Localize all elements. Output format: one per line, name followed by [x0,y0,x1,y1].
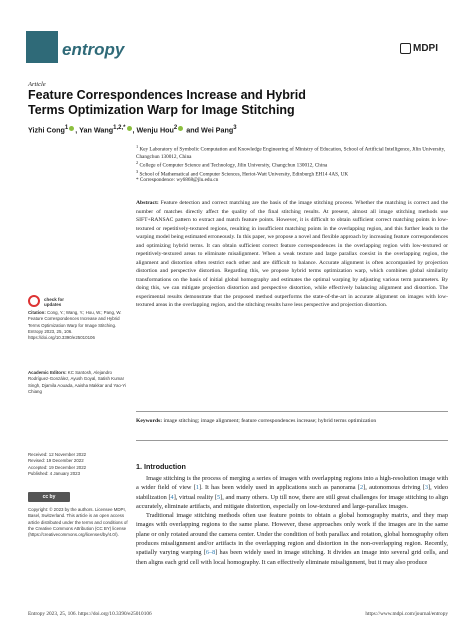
keywords [136,417,448,426]
author-name[interactable]: Yan Wang [79,125,114,135]
journal-name: entropy [62,40,125,59]
abstract-label: Abstract: [136,200,159,206]
citation-link[interactable]: 2 [360,484,364,492]
mdpi-logo-icon [400,43,411,54]
correspondence: * Correspondence: wy6868@jlu.edu.cn [136,177,219,183]
orcid-icon[interactable] [178,126,183,131]
citation-link[interactable]: 3 [424,484,429,492]
author-name[interactable]: and Wei Pang [186,125,234,135]
footer-citation: Entropy 2023, 25, 106. https://doi.org/10.3390/e25010106 [28,611,152,617]
author-sup: 3 [233,125,237,131]
dates-block: Received: 12 November 2022 Revised: 19 December 2022 Accepted: 19 December 2022 Published: 4 January 2023 [28,452,87,476]
article-type: Article [28,81,46,88]
citation-link[interactable]: 5 [217,493,221,501]
author-sup: 1,2,* [113,125,126,131]
publisher-name: MDPI [413,43,438,54]
abstract [136,199,448,310]
author-list: Yizhi Cong$^1$ , Yan Wang$^{1,2,*}$ , Wenju Hou$^2$ and Wei Pang$^3$ [28,125,237,135]
citation-link[interactable]: 4 [170,493,174,501]
orcid-icon[interactable] [69,126,74,131]
author-name[interactable]: Yizhi Cong [28,125,65,135]
divider [136,411,448,412]
author-sup: 2 [173,125,178,131]
author-name[interactable]: Wenju Hou [136,125,174,135]
correspondence-email[interactable]: Correspondence: wy6868@jlu.edu.cn [139,177,219,183]
abstract-text: Feature detection and correct matching are the basis of the image stitching process. Whether the matching is correct and the number of matches directly affect the quality of the final stitching results. At present, almost all image stitching methods use SIFT+RANSAC pattern to extract and match feature points. However, it is difficult to obtain sufficient correct matching points in low-textured or repetitively-textured regions, resulting in insufficient matching points in the overlapping region, and this further leads to the warping model being estimated erroneously. In this paper, we propose a novel and flexible approach by increasing feature correspondences and optimizing hybrid terms. It can obtain sufficient correct feature correspondences in the overlapping region with low-textured or repetitively-textured areas to eliminate misalignment. When a weak texture and large parallax coexist in the overlapping region, the alignment and distortion often restrict each other and are difficult to balance. Accurate alignment is often accompanied by projection distortion and perspective distortion. Regarding this, we propose hybrid terms optimization warp, which combines global similarity transformations on the basis of initial global homography and estimates the optimal warping by adjusting various term parameters. By doing this, we can mitigate projection distortion and perspective distortion, while effectively balancing alignment and distortion. The experimental results demonstrate that the proposed method outperforms the state-of-the-art in accurate alignment on images with low-textured areas in the overlapping region, and the stitching results have less perspective and projection distortion. [136,200,448,308]
check-for-updates[interactable]: check for updates [44,297,65,307]
keywords-label: Keywords: [136,418,163,424]
paper-title: Feature Correspondences Increase and Hybrid Terms Optimization Warp for Image Stitching [28,88,306,117]
academic-editors: Academic Editors: KC Santosh, Alejandro Rodríguez-González, Ayush Goyal, Satish Kumar Singh, Djamila Aouada, Aaisha Makkar and Yao-Yi Chiang [28,370,127,394]
cc-by-license-icon[interactable]: cc by [28,492,70,502]
affiliation: $^3$ School of Mathematical and Computer Sciences, Heriot-Watt University, Edinburgh EH14 4AS, UK [136,169,349,178]
orcid-icon[interactable] [127,126,132,131]
citation-link[interactable]: 1 [195,484,199,492]
journal-logo [26,31,58,63]
citation-block: Citation: Cong, Y.; Wang, Y.; Hou, W.; Pang, W. Feature Correspondences Increase and Hybrid Terms Optimization Warp for Image Stitching. Entropy 2023, 25, 106. https://doi.org/10.3390/e25010106 [28,310,122,341]
affiliation: $^2$ College of Computer Science and Technology, Jilin University, Changchun 130012, China [136,160,328,169]
footer-journal-link[interactable]: https://www.mdpi.com/journal/entropy [365,611,448,617]
copyright-notice: Copyright: © 2023 by the authors. Licensee MDPI, Basel, Switzerland. This article is an open access article distributed under the terms and conditions of the Creative Commons Attribution (CC BY) license (https://creativecommons.org/licenses/by/4.0/). [28,507,128,538]
citation-link[interactable]: 6–8 [205,549,216,557]
keywords-text: image stitching; image alignment; feature correspondences increase; hybrid terms optimization [163,418,377,424]
section-heading: 1. Introduction [136,462,186,471]
divider [136,440,448,441]
check-for-updates-icon[interactable] [28,295,40,307]
introduction-body: Image stitching is the process of merging a series of images with overlapping regions into a high-resolution image with a wider field of view [1]. It has been widely used in applications such as panorama [2], autonomous driving [3], video stabilization [4], virtual reality [5], and many others. Up till now, there are still great challenges for image stitching to align accurately, eliminate artifacts, and mitigate distortion, especially on low-textured and large-parallax images. Traditional image stitching methods often use feature points to obtain a global homography matrix, and they map images with overlapping regions to the same plane. However, these approaches only work if the images are in the same plane or only rotated around the camera center. Under the condition of both parallax and rotation, global homography often produces misalignment and/or artifacts in the overlapping region and distortion in the non-overlapping region. Recently, spatially varying warping [6–8] has been widely used in image stitching. It divides an image into several grid cells, and then aligns each grid cell with local homography. It can effectively eliminate misalignment, but it may also produce [136,475,449,566]
affiliation: $^1$ Key Laboratory of Symbolic Computation and Knowledge Engineering of Ministry of Education, School of Artificial Intelligence, Jilin University, Changchun 130012, China [136,144,446,160]
author-sup: 1 [64,125,69,131]
